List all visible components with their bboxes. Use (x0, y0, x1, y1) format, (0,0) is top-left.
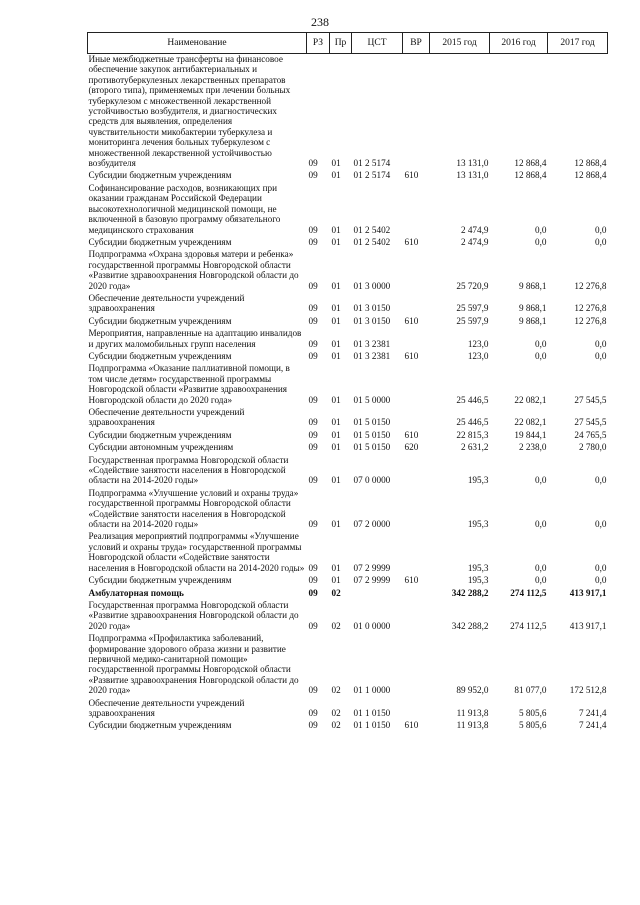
table-row (88, 442, 608, 454)
cell-2015: 342 288,2 (451, 620, 489, 631)
cell-rz: 09 (308, 236, 318, 247)
cell-pr: 02 (331, 587, 341, 598)
cell-2017: 0,0 (595, 575, 607, 586)
cell-vr (403, 183, 430, 237)
table-row (88, 351, 608, 363)
cell-2015: 195,3 (467, 562, 489, 573)
cell-pr: 01 (331, 442, 341, 453)
table-body (88, 54, 608, 733)
cell-2016: 0,0 (535, 350, 547, 361)
table-row (88, 575, 608, 587)
cell-vr (403, 531, 430, 575)
cell-name: Субсидии бюджетным учреждениям (88, 170, 232, 181)
cell-2015: 13 131,0 (456, 158, 489, 169)
table-header-row (88, 33, 608, 54)
cell-vr: 610 (404, 170, 419, 181)
cell-vr (403, 488, 430, 532)
cell-2016: 22 082,1 (514, 394, 547, 405)
cell-2015: 11 913,8 (456, 720, 489, 731)
cell-cst: 01 5 0150 (353, 429, 391, 440)
cell-cst: 01 5 0000 (353, 394, 391, 405)
cell-cst: 07 2 0000 (353, 519, 391, 530)
cell-2016: 9 868,1 (518, 303, 547, 314)
table-row (88, 183, 608, 237)
cell-name: Обеспечение деятельности учреждений здравоохранения (88, 292, 245, 314)
cell-vr: 610 (404, 429, 419, 440)
cell-rz: 09 (308, 158, 318, 169)
cell-pr: 01 (331, 350, 341, 361)
cell-name: Субсидии бюджетным учреждениям (88, 575, 232, 586)
cell-2015: 342 288,2 (451, 587, 489, 598)
cell-rz: 09 (308, 575, 318, 586)
cell-name: Субсидии бюджетным учреждениям (88, 315, 232, 326)
cell-2016: 274 112,5 (510, 587, 547, 598)
cell-cst: 01 3 2381 (353, 338, 391, 349)
cell-pr: 01 (331, 519, 341, 530)
table-row (88, 720, 608, 732)
cell-rz: 09 (308, 442, 318, 453)
cell-2016: 0,0 (535, 236, 547, 247)
cell-2015: 123,0 (467, 350, 489, 361)
cell-rz: 09 (308, 720, 318, 731)
cell-2015: 2 474,9 (460, 236, 489, 247)
cell-2015: 89 952,0 (456, 685, 489, 696)
cell-cst: 01 3 0000 (353, 280, 391, 291)
header-2017: 2017 год (548, 33, 608, 54)
cell-vr (403, 249, 430, 293)
cell-2017: 12 276,8 (574, 303, 607, 314)
cell-pr: 02 (331, 620, 341, 631)
cell-name: Субсидии бюджетным учреждениям (88, 720, 232, 731)
cell-vr (403, 588, 430, 600)
cell-2017: 0,0 (595, 519, 607, 530)
cell-vr: 620 (404, 442, 419, 453)
header-name: Наименование (88, 33, 307, 54)
cell-rz: 09 (308, 224, 318, 235)
table-row (88, 430, 608, 442)
cell-name: Подпрограмма «Оказание паллиативной помощи, в том числе детям» государственной программы Новгородской области «Развитие здравоохранения Новгородской области до 2020 года» (88, 363, 290, 405)
header-rz: РЗ (307, 33, 330, 54)
cell-2017: 7 241,4 (578, 720, 607, 731)
cell-2016: 9 868,1 (518, 280, 547, 291)
cell-pr: 01 (331, 280, 341, 291)
cell-2017: 172 512,8 (569, 685, 607, 696)
cell-rz: 09 (308, 475, 318, 486)
table-row (88, 170, 608, 182)
cell-name: Обеспечение деятельности учреждений здравоохранения (88, 407, 245, 428)
cell-rz: 09 (308, 587, 318, 598)
cell-name: Субсидии бюджетным учреждениям (88, 236, 232, 247)
cell-cst: 01 3 0150 (353, 303, 391, 314)
cell-pr: 01 (331, 170, 341, 181)
cell-vr (403, 407, 430, 430)
cell-pr: 01 (331, 417, 341, 428)
cell-rz: 09 (308, 350, 318, 361)
cell-name: Субсидии бюджетным учреждениям (88, 350, 232, 361)
header-2016: 2016 год (490, 33, 548, 54)
header-2015: 2015 год (430, 33, 490, 54)
cell-2015: 25 446,5 (456, 394, 489, 405)
cell-2017: 24 765,5 (574, 429, 607, 440)
cell-2016: 0,0 (535, 224, 547, 235)
cell-2017: 413 917,1 (569, 587, 607, 598)
table-row (88, 249, 608, 293)
cell-cst: 07 2 9999 (353, 562, 391, 573)
cell-cst: 01 2 5174 (353, 170, 391, 181)
cell-rz: 09 (308, 417, 318, 428)
cell-pr: 01 (331, 338, 341, 349)
cell-pr: 01 (331, 315, 341, 326)
cell-2016: 0,0 (535, 519, 547, 530)
cell-2017: 27 545,5 (574, 417, 607, 428)
cell-rz: 09 (308, 519, 318, 530)
cell-vr: 610 (404, 575, 419, 586)
cell-2017: 0,0 (595, 350, 607, 361)
cell-pr: 01 (331, 224, 341, 235)
cell-cst: 01 5 0150 (353, 417, 391, 428)
cell-pr: 01 (331, 575, 341, 586)
cell-2017: 0,0 (595, 224, 607, 235)
table-row (88, 237, 608, 249)
cell-cst: 01 0 0000 (353, 620, 391, 631)
table-row (88, 407, 608, 430)
cell-rz: 09 (308, 170, 318, 181)
cell-2016: 12 868,4 (514, 170, 547, 181)
cell-rz: 09 (308, 303, 318, 314)
table-row (88, 455, 608, 488)
cell-2015: 25 720,9 (456, 280, 489, 291)
table-row (88, 363, 608, 407)
cell-vr: 610 (404, 236, 419, 247)
cell-2015: 2 474,9 (460, 224, 489, 235)
cell-name: Иные межбюджетные трансферты на финансовое обеспечение закупок антибактериальных и противотуберкулезных лекарственных препаратов (второго типа), применяемых при лечении больных туберкулезом с множественной лекарственной устойчивостью возбудителя, и диагностических средств для выявления, определения чувствительности микобактерии туберкулеза и мониторинга лечения больных туберкулезом с множественной лекарственной устойчивостью возбудителя (88, 54, 291, 169)
cell-pr: 01 (331, 236, 341, 247)
cell-2015: 25 597,9 (456, 303, 489, 314)
cell-name: Софинансирование расходов, возникающих при оказании гражданам Российской Федерации высокотехнологичной медицинской помощи, не включенной в базовую программу обязательного медицинского страхования (88, 182, 281, 235)
cell-2017: 2 780,0 (578, 442, 607, 453)
cell-2017: 12 868,4 (574, 170, 607, 181)
cell-2017: 0,0 (595, 236, 607, 247)
cell-rz: 09 (308, 685, 318, 696)
cell-rz: 09 (308, 429, 318, 440)
cell-cst (352, 588, 403, 600)
header-pr: Пр (330, 33, 352, 54)
cell-2016: 19 844,1 (514, 429, 547, 440)
cell-2015: 195,3 (467, 475, 489, 486)
cell-name: Государственная программа Новгородской области «Развитие здравоохранения Новгородской области до 2020 года» (88, 599, 299, 631)
cell-2015: 11 913,8 (456, 707, 489, 718)
cell-pr: 02 (331, 720, 341, 731)
cell-name: Субсидии автономным учреждениям (88, 442, 234, 453)
table-row (88, 54, 608, 171)
cell-2015: 2 631,2 (460, 442, 489, 453)
cell-rz: 09 (308, 338, 318, 349)
table-row (88, 488, 608, 532)
cell-cst: 01 1 0150 (353, 720, 391, 731)
cell-rz: 09 (308, 707, 318, 718)
cell-name: Подпрограмма «Профилактика заболеваний, формирование здорового образа жизни и развитие первичной медико-санитарной помощи» государственной программы Новгородской области «Развитие здравоохранения Новгородской области до 2020 года» (88, 633, 299, 696)
cell-cst: 01 5 0150 (353, 442, 391, 453)
cell-name: Государственная программа Новгородской области «Содействие занятости населения в Новгородской области на 2014-2020 годы» (88, 454, 289, 486)
cell-vr: 610 (404, 720, 419, 731)
cell-2015: 195,3 (467, 519, 489, 530)
cell-2016: 0,0 (535, 338, 547, 349)
cell-pr: 01 (331, 303, 341, 314)
cell-2017: 27 545,5 (574, 394, 607, 405)
cell-vr: 610 (404, 350, 419, 361)
cell-pr: 01 (331, 429, 341, 440)
table-row (88, 588, 608, 600)
header-cst: ЦСТ (352, 33, 403, 54)
header-vr: ВР (403, 33, 430, 54)
cell-2015: 13 131,0 (456, 170, 489, 181)
cell-name: Подпрограмма «Улучшение условий и охраны труда» государственной программы Новгородской области «Содействие занятости населения в Новгородской области на 2014-2020 годы» (88, 487, 299, 530)
cell-2016: 5 805,6 (518, 720, 547, 731)
cell-2017: 0,0 (595, 338, 607, 349)
cell-2015: 22 815,3 (456, 429, 489, 440)
cell-name: Амбулаторная помощь (88, 587, 184, 598)
cell-pr: 02 (331, 685, 341, 696)
cell-2016: 0,0 (535, 475, 547, 486)
table-row (88, 531, 608, 575)
cell-2016: 2 238,0 (518, 442, 547, 453)
cell-2017: 0,0 (595, 562, 607, 573)
table-row (88, 633, 608, 697)
budget-table (87, 32, 608, 733)
cell-2016: 5 805,6 (518, 707, 547, 718)
cell-2015: 123,0 (467, 338, 489, 349)
table-row (88, 316, 608, 328)
cell-2015: 25 446,5 (456, 417, 489, 428)
cell-pr: 02 (331, 707, 341, 718)
cell-2017: 12 868,4 (574, 158, 607, 169)
page-number: 238 (311, 15, 329, 29)
table-row (88, 328, 608, 351)
cell-vr (403, 293, 430, 316)
cell-vr (403, 600, 430, 633)
cell-2017: 12 276,8 (574, 280, 607, 291)
cell-vr (403, 328, 430, 351)
cell-2017: 413 917,1 (569, 620, 607, 631)
table-row (88, 293, 608, 316)
cell-vr (403, 455, 430, 488)
cell-vr (403, 698, 430, 721)
cell-rz: 09 (308, 394, 318, 405)
cell-name: Субсидии бюджетным учреждениям (88, 429, 232, 440)
cell-2016: 81 077,0 (514, 685, 547, 696)
cell-rz: 09 (308, 315, 318, 326)
cell-cst: 01 1 0000 (353, 685, 391, 696)
cell-2017: 12 276,8 (574, 315, 607, 326)
cell-2015: 25 597,9 (456, 315, 489, 326)
cell-cst: 01 1 0150 (353, 707, 391, 718)
cell-pr: 01 (331, 475, 341, 486)
cell-pr: 01 (331, 394, 341, 405)
cell-2016: 22 082,1 (514, 417, 547, 428)
cell-vr (403, 633, 430, 697)
table-row (88, 698, 608, 721)
cell-name: Подпрограмма «Охрана здоровья матери и ребенка» государственной программы Новгородской области «Развитие здравоохранения Новгородской области до 2020 года» (88, 249, 299, 291)
cell-cst: 01 2 5402 (353, 224, 391, 235)
cell-vr (403, 363, 430, 407)
cell-cst: 01 2 5402 (353, 236, 391, 247)
cell-pr: 01 (331, 158, 341, 169)
cell-cst: 01 3 0150 (353, 315, 391, 326)
cell-rz: 09 (308, 620, 318, 631)
cell-2016: 12 868,4 (514, 158, 547, 169)
cell-2017: 7 241,4 (578, 707, 607, 718)
cell-cst: 07 2 9999 (353, 575, 391, 586)
cell-name: Реализация мероприятий подпрограммы «Улучшение условий и охраны труда» государственной программы Новгородской области «Содействие занятости населения в Новгородской области на 2014-2020 годы» (88, 531, 305, 573)
cell-cst: 01 2 5174 (353, 158, 391, 169)
cell-cst: 01 3 2381 (353, 350, 391, 361)
cell-pr: 01 (331, 562, 341, 573)
cell-name: Обеспечение деятельности учреждений здравоохранения (88, 697, 245, 718)
cell-rz: 09 (308, 562, 318, 573)
cell-cst: 07 0 0000 (353, 475, 391, 486)
cell-2017: 0,0 (595, 475, 607, 486)
cell-2016: 9 868,1 (518, 315, 547, 326)
cell-2016: 0,0 (535, 562, 547, 573)
cell-2016: 274 112,5 (510, 620, 547, 631)
cell-vr (403, 54, 430, 171)
table-row (88, 600, 608, 633)
cell-2015: 195,3 (467, 575, 489, 586)
cell-2016: 0,0 (535, 575, 547, 586)
cell-name: Мероприятия, направленные на адаптацию инвалидов и других маломобильных групп населения (88, 328, 302, 349)
cell-vr: 610 (404, 315, 419, 326)
cell-rz: 09 (308, 280, 318, 291)
